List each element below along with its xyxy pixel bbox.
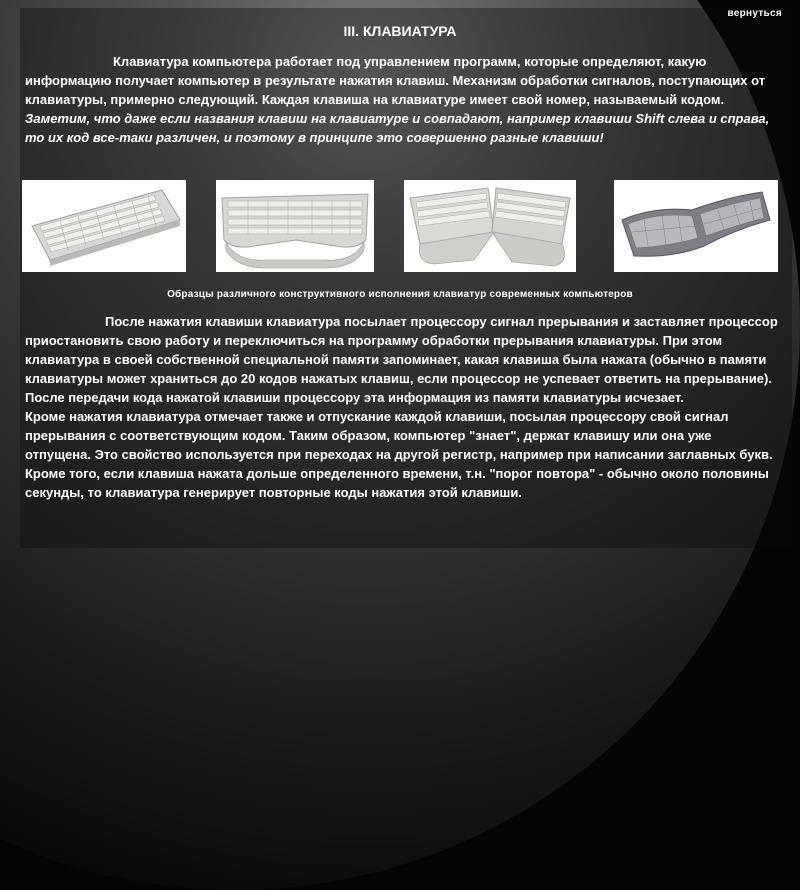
intro-paragraph xyxy=(25,52,775,147)
page-title: III. КЛАВИАТУРА xyxy=(343,23,457,39)
keyboard-gallery xyxy=(0,180,800,274)
body-text-1: После нажатия клавиши клавиатура посылает процессору сигнал прерывания и заставляет процессор приостановить свою работу и переключиться на программу обработки прерывания клавиатуры. При этом клавиатура в своей собственной специальной памяти запоминает, какая клавиша была нажата (обычно в памяти клавиатуры может храниться до 20 кодов нажатых клавиш, если процессор не успевает ответить на прерывание). После передачи кода нажатой клавиши процессору эта информация из памяти клавиатуры исчезает. xyxy=(25,314,778,405)
body-paragraph xyxy=(25,312,780,502)
curved-keyboard-icon xyxy=(614,180,778,272)
back-link[interactable]: вернуться xyxy=(727,8,782,19)
curved-keyboard-image xyxy=(614,180,778,272)
intro-text: Клавиатура компьютера работает под управлением программ, которые определяют, какую информацию получает компьютер в результате нажатия клавиш. Механизм обработки сигналов, поступающих от клавиатуры, примерно следующий. Каждая клавиша на клавиатуре имеет свой номер, называемый кодом. xyxy=(25,54,766,107)
ergonomic-keyboard-icon xyxy=(216,180,374,272)
intro-italic-note: Заметим, что даже если названия клавиш на клавиатуре и совпадают, например клавиши Shift слева и справа, то их код все-таки различен, и поэтому в принципе это совершенно разные клавиши! xyxy=(25,111,770,145)
standard-keyboard-icon xyxy=(22,180,186,272)
body-text-2: Кроме нажатия клавиатура отмечает также и отпускание каждой клавиши, посылая процессору свой сигнал прерывания с соответствующим кодом. Таким образом, компьютер "знает", держат клавишу или она уже отпущена. Это свойство используется при переходах на другой регистр, например при написании заглавных букв. Кроме того, если клавиша нажата дольше определенного времени, т.н. "порог повтора" - обычно около половины секунды, то клавиатура генерирует повторные коды нажатия этой клавиши. xyxy=(25,409,773,500)
standard-keyboard-image xyxy=(22,180,186,272)
split-keyboard-image xyxy=(404,180,576,272)
split-keyboard-icon xyxy=(404,180,576,272)
gallery-caption: Образцы различного конструктивного исполнения клавиатур современных компьютеров xyxy=(167,289,633,300)
ergonomic-keyboard-image xyxy=(216,180,374,272)
